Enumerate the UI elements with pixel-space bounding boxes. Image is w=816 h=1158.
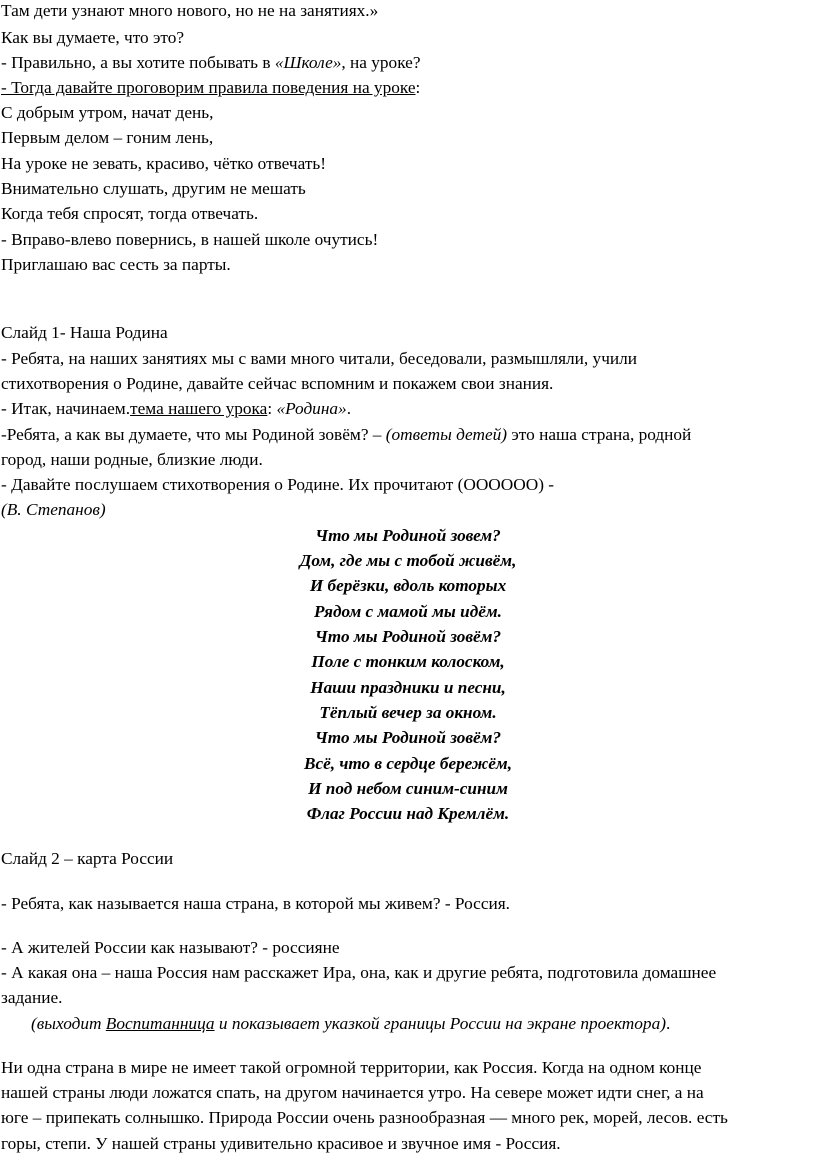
lesson-topic-line: - Итак, начинаем.тема нашего урока: «Родина». (1, 399, 352, 418)
paragraph-line: юге – припекать солнышко. Природа России очень разнообразная — много рек, морей, лесов. есть (1, 1108, 728, 1127)
text-line: -Ребята, а как вы думаете, что мы Родиной зовём? – (ответы детей) это наша страна, родной (1, 425, 692, 444)
poem-line: Поле с тонким колоском, (311, 652, 505, 671)
text-line: - Давайте послушаем стихотворения о Родине. Их прочитают (ОООООО) - (1, 475, 555, 494)
poem-author: (В. Степанов) (1, 500, 106, 519)
text-line: - А жителей России как называют? - россияне (1, 938, 340, 957)
text-line: - Ребята, на наших занятиях мы с вами много читали, беседовали, размышляли, учили (1, 349, 638, 368)
text-line: задание. (1, 988, 63, 1007)
paragraph-line: горы, степи. У нашей страны удивительно красивое и звучное имя - Россия. (1, 1134, 561, 1153)
poem-line: Что мы Родиной зовём? (314, 728, 502, 747)
poem-line: Рядом с мамой мы идём. (314, 602, 502, 621)
rhyme-line: Приглашаю вас сесть за парты. (1, 255, 231, 274)
rhyme-line: Первым делом – гоним лень, (1, 128, 214, 147)
rhyme-line: Когда тебя спросят, тогда отвечать. (1, 204, 259, 223)
text-line: - Правильно, а вы хотите побывать в «Школе», на уроке? (1, 53, 421, 72)
poem-line: И под небом синим-синим (308, 779, 508, 798)
rhyme-line: На уроке не зевать, красиво, чётко отвечать! (1, 154, 327, 173)
text-line: город, наши родные, близкие люди. (1, 450, 263, 469)
paragraph-line: нашей страны люди ложатся спать, на другом начинается утро. На севере может идти снег, а на (1, 1083, 704, 1102)
poem-line: И берёзки, вдоль которых (309, 576, 507, 595)
stage-direction: (выходит Воспитанница и показывает указкой границы России на экране проектора). (31, 1014, 671, 1033)
slide2-title: Слайд 2 – карта России (1, 849, 174, 868)
rhyme-line: С добрым утром, начат день, (1, 103, 214, 122)
text-line: - А какая она – наша Россия нам расскажет Ира, она, как и другие ребята, подготовила домашнее (1, 963, 717, 982)
text-line: Как вы думаете, что это? (1, 28, 185, 47)
rules-heading: - Тогда давайте проговорим правила поведения на уроке: (1, 78, 421, 97)
poem-line: Что мы Родиной зовём? (314, 627, 502, 646)
rhyme-line: - Вправо-влево повернись, в нашей школе очутись! (1, 230, 379, 249)
rhyme-line: Внимательно слушать, другим не мешать (1, 179, 306, 198)
poem-line: Дом, где мы с тобой живём, (299, 551, 517, 570)
poem-line: Тёплый вечер за окном. (319, 703, 497, 722)
paragraph-line: Ни одна страна в мире не имеет такой огромной территории, как Россия. Когда на одном конце (1, 1058, 702, 1077)
text-line: Там дети узнают много нового, но не на занятиях.» (1, 1, 379, 20)
text-line: - Ребята, как называется наша страна, в которой мы живем? - Россия. (1, 894, 511, 913)
text-line: стихотворения о Родине, давайте сейчас вспомним и покажем свои знания. (1, 374, 554, 393)
poem-line: Наши праздники и песни, (310, 678, 506, 697)
slide1-title: Слайд 1- Наша Родина (1, 323, 168, 342)
poem-line: Флаг России над Кремлём. (306, 804, 510, 823)
poem-line: Всё, что в сердце бережём, (303, 754, 512, 773)
poem-line: Что мы Родиной зовем? (315, 526, 501, 545)
